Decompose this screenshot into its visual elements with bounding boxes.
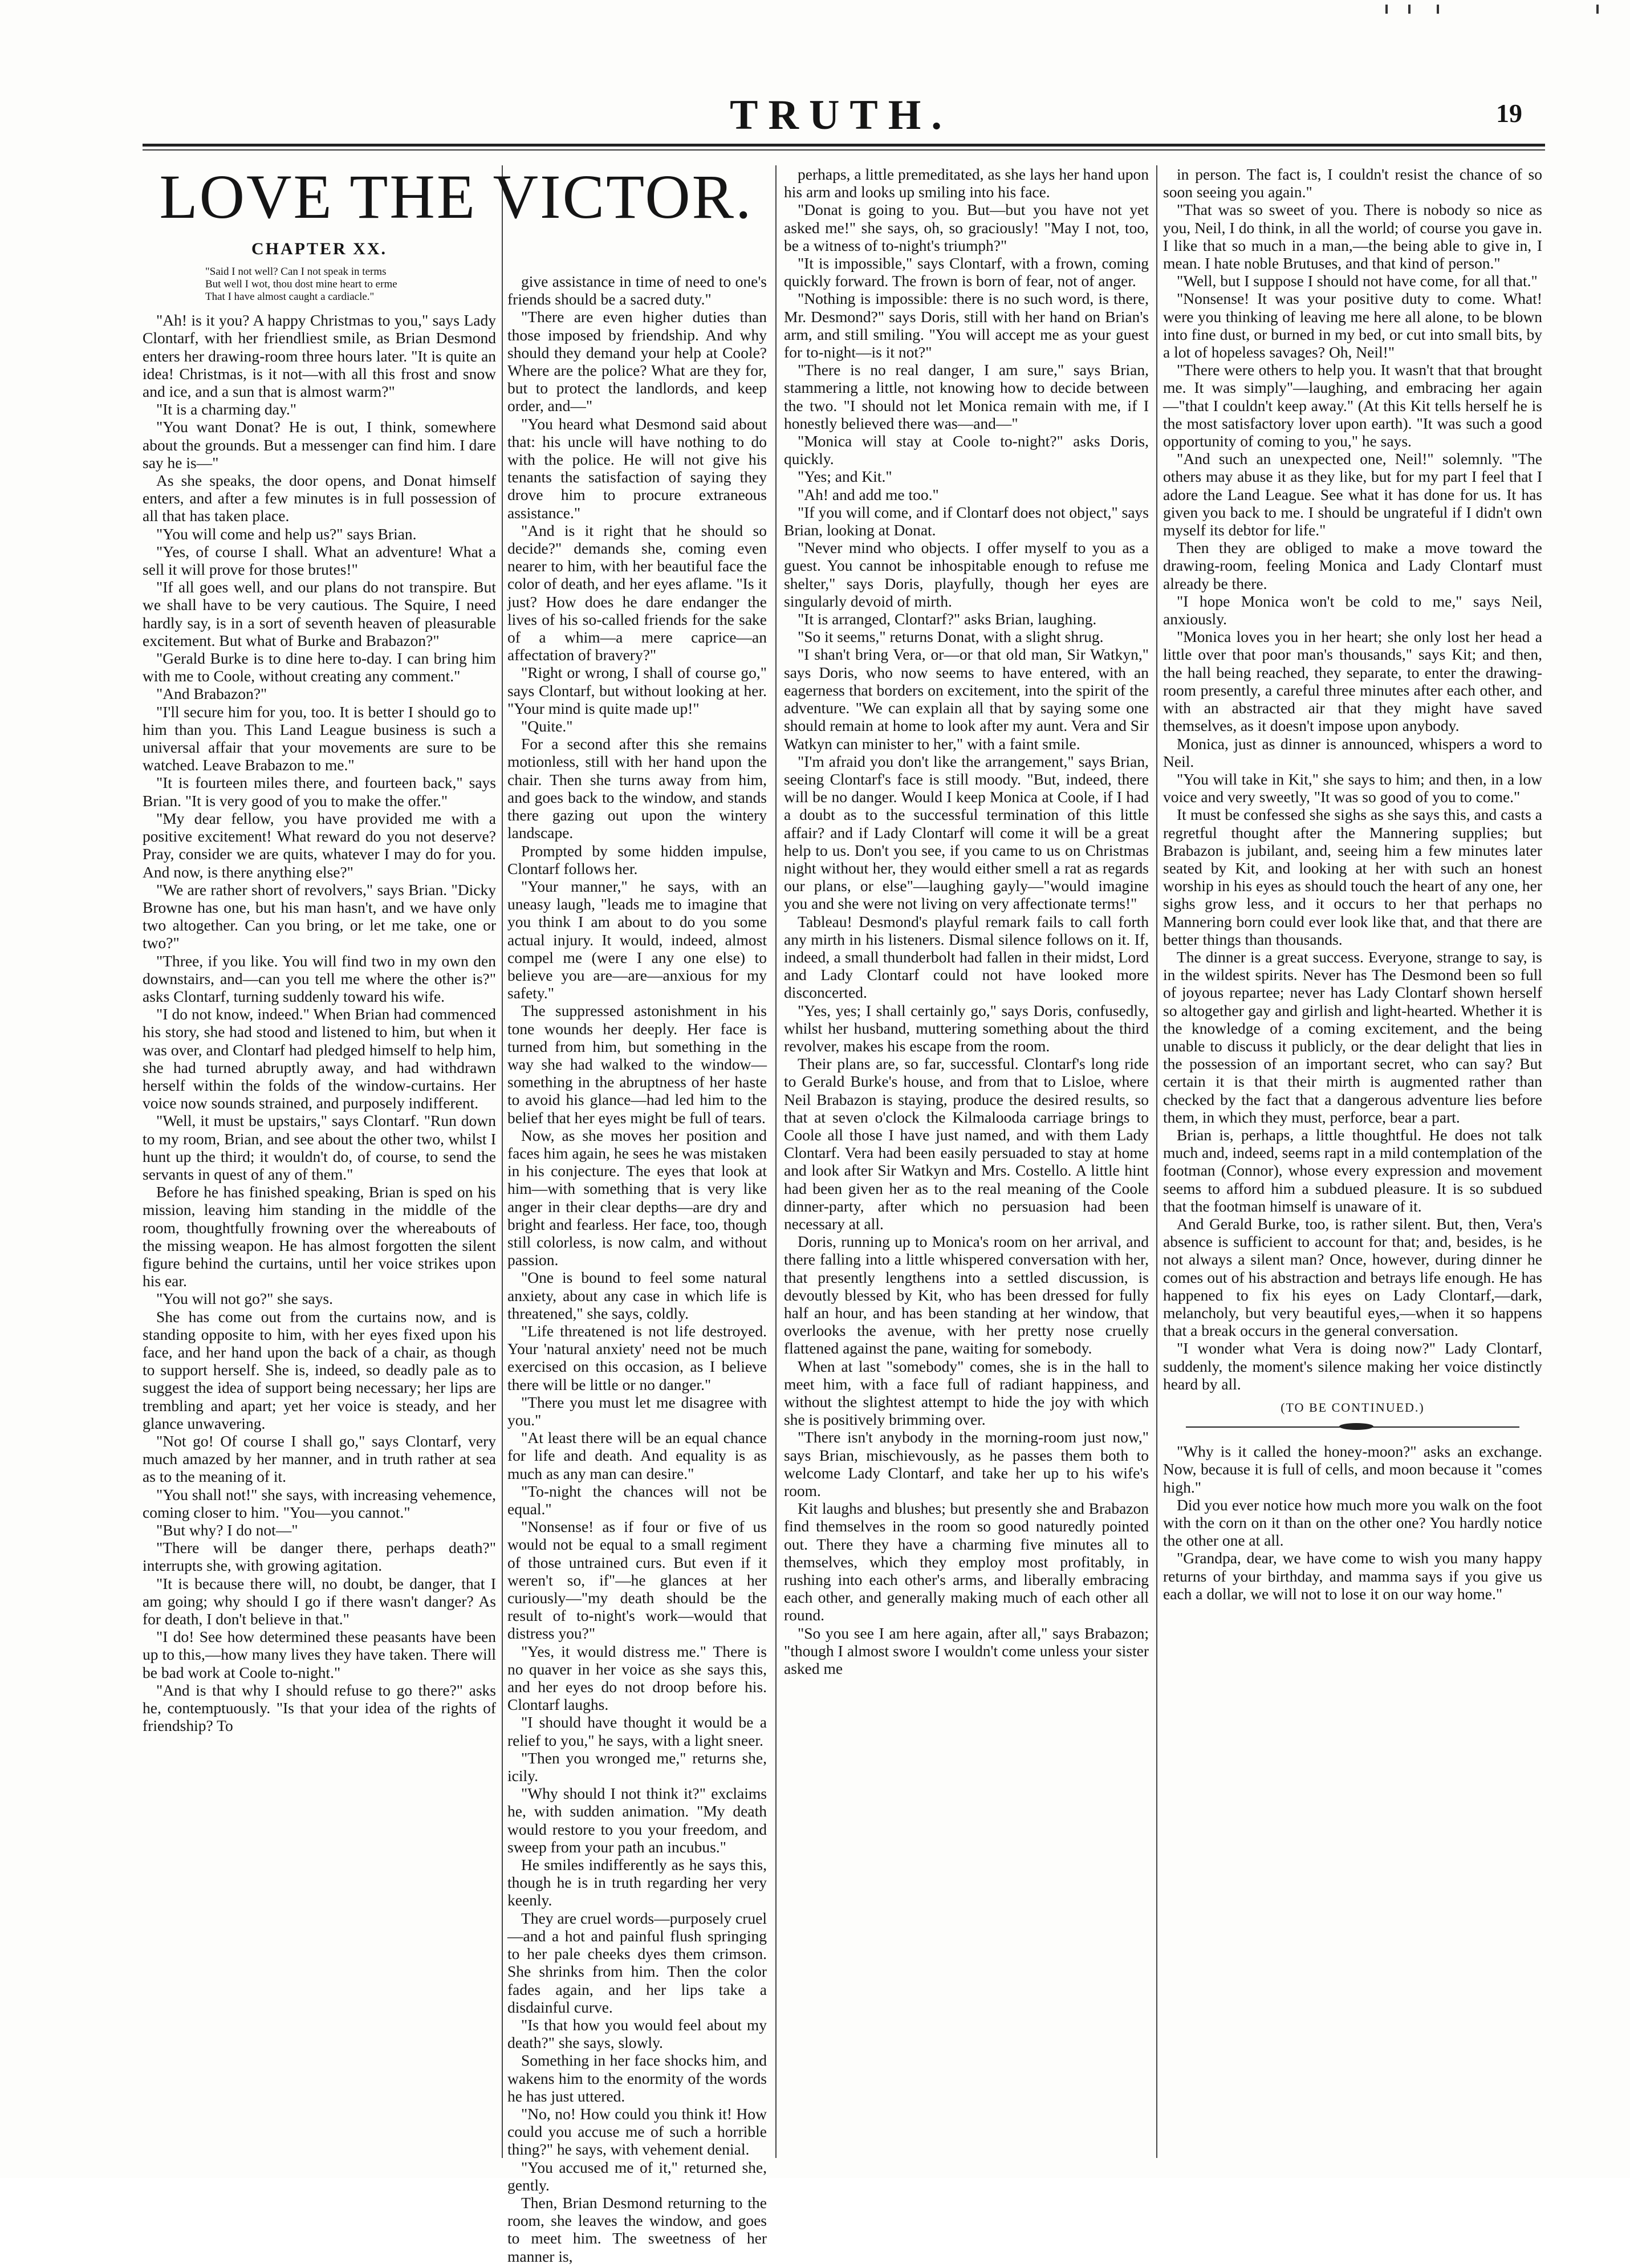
- paragraph: "I do! See how determined these peasants have been up to this,—how many lives they have taken. There will be bad work at Coole to-night.": [143, 1628, 496, 1681]
- paragraph: "There is no real danger, I am sure," says Brian, stammering a little, not knowing how to decide between the two. "I should not let Monica remain with me, if I honestly believed there was—and—": [784, 361, 1149, 432]
- paragraph: Doris, running up to Monica's room on her arrival, and there falling into a little whispered conversation with her, that presently lengthens into a settled discussion, is devoutly blessed by Kit, who has been dressed for fully half an hour, and has been standing at her window, that overlooks the avenue, with her pretty nose cruelly flattened against the pane, waiting for somebody.: [784, 1233, 1149, 1357]
- paragraph: "You want Donat? He is out, I think, somewhere about the grounds. But a messenger can find him. I dare say he is—": [143, 418, 496, 472]
- paragraph: She has come out from the curtains now, and is standing opposite to him, with her eyes fixed upon his face, and her hand upon the back of a chair, as though to support herself. She is, indeed, so deadly pale as to suggest the idea of support being necessary; her lips are trembling and apart; yet her voice is steady, and her glance unwavering.: [143, 1307, 496, 1432]
- paragraph: "There will be danger there, perhaps death?" interrupts she, with growing agitation.: [143, 1539, 496, 1575]
- column-divider: [775, 165, 777, 2158]
- paragraph: "Quite.": [521, 717, 573, 735]
- paragraph: give assistance in time of need to one's friends should be a sacred duty.": [507, 273, 767, 308]
- paragraph: "It is a charming day.": [156, 400, 296, 418]
- paragraph: "So you see I am here again, after all," says Brabazon; "though I almost swore I wouldn't come unless your sister asked me: [784, 1624, 1149, 1678]
- paragraph: "We are rather short of revolvers," says Brian. "Dicky Browne has one, but his man hasn't, and we have only two altogether. Can you bring, or let me take, one or two?": [143, 880, 496, 952]
- paragraph: in person. The fact is, I couldn't resist the chance of so soon seeing you again.": [1163, 165, 1542, 201]
- paragraph: "And is that why I should refuse to go there?" asks he, contemptuously. "Is that your idea of the rights of friendship? To: [143, 1681, 496, 1735]
- paragraph: When at last "somebody" comes, she is in the hall to meet him, with a face full of radiant happiness, and without the slightest attempt to hide the joy with which she is positively brimming over.: [784, 1357, 1149, 1429]
- paragraph: It must be confessed she sighs as she says this, and casts a regretful thought after the Mannering supplies; but Brabazon is jubilant, and, seeing him a few minutes later seated by Kit, and looking at her with such an honest worship in his eyes as should touch the heart of any one, her sighs grow less, and it occurs to her that perhaps no Mannering born could ever look like that, and that there are better things than thousands.: [1163, 806, 1542, 948]
- paragraph: "Yes, of course I shall. What an adventure! What a sell it will prove for those brutes!": [143, 542, 496, 579]
- paragraph: "Monica will stay at Coole to-night?" asks Doris, quickly.: [784, 432, 1149, 468]
- paragraph: "Is that how you would feel about my death?" she says, slowly.: [507, 2015, 767, 2052]
- paragraph: "Three, if you like. You will find two in my own den downstairs, and—can you tell me where the other is?" asks Clontarf, turning suddenly toward his wife.: [143, 952, 496, 1005]
- paragraph: "Nonsense! as if four or five of us would not be equal to a small regiment of those untrained curs. But even if it weren't so, if"—he glances at her curiously—"my death should be the result of to-night's work—would that distress you?": [507, 1518, 767, 1643]
- print-mark: [1408, 5, 1411, 14]
- paragraph: "Donat is going to you. But—but you have not yet asked me!" she says, oh, so graciously! "May I not, too, be a witness of to-night's triumph?": [784, 201, 1149, 254]
- paragraph: "That was so sweet of you. There is nobody so nice as you, Neil, I do think, in all the world; of course you gave in. I like that so much in a man,—the being able to give in, I mean. I hate noble Brutuses, and that kind of person.": [1163, 201, 1542, 273]
- paragraph: "But why? I do not—": [156, 1521, 298, 1539]
- column-2: [507, 273, 767, 2268]
- paragraph: "Yes, yes; I shall certainly go," says Doris, confusedly, whilst her husband, muttering something about the third revolver, makes his escape from the room.: [784, 1001, 1149, 1055]
- paragraph: "You accused me of it," returned she, gently.: [507, 2158, 767, 2194]
- paragraph: "Life threatened is not life destroyed. Your 'natural anxiety' need not be much exercised on this occasion, as I believe there will be little or no danger.": [507, 1322, 767, 1393]
- column-1: [143, 237, 496, 2232]
- masthead-title: TRUTH.: [730, 92, 952, 139]
- paragraph: "I wonder what Vera is doing now?" Lady Clontarf, suddenly, the moment's silence making her voice distinctly heard by all.: [1163, 1339, 1542, 1393]
- column-divider: [502, 165, 503, 2158]
- paragraph: "You heard what Desmond said about that: his uncle will have nothing to do with the police. He will not give his tenants the satisfaction of saying they drove him to procure extraneous assistance.": [507, 414, 767, 522]
- paragraph: "If all goes well, and our plans do not transpire. But we shall have to be very cautious. The Squire, I need hardly say, is in a sort of seventh heaven of pleasurable excitement. But what of Burke and Brabazon?": [143, 578, 496, 649]
- paragraph: "It is arranged, Clontarf?" asks Brian, laughing.: [798, 610, 1097, 628]
- print-mark: [1437, 5, 1439, 14]
- continued-notice: (TO BE CONTINUED.): [1281, 1400, 1425, 1415]
- paragraph: "Yes, it would distress me." There is no quaver in her voice as she says this, and her eyes do not droop before his. Clontarf laughs.: [507, 1642, 767, 1714]
- paragraph: "Monica loves you in her heart; she only lost her head a little over that poor man's thousands," says Kit; and then, the hall being reached, they separate, to enter the drawing-room presently, a careful three minutes after each other, and with an abstracted air that they might have saved themselves, as it doesn't impose upon anybody.: [1163, 628, 1542, 735]
- paragraph: "Well, it must be upstairs," says Clontarf. "Run down to my room, Brian, and see about the other two, whilst I hunt up the third; it wouldn't do, of course, to send the servants in quest of any of them.": [143, 1112, 496, 1183]
- paragraph: Prompted by some hidden impulse, Clontarf follows her.: [507, 842, 767, 877]
- paragraph: "I hope Monica won't be cold to me," says Neil, anxiously.: [1163, 592, 1542, 628]
- masthead-rule-thin: [143, 149, 1545, 151]
- epigraph: [205, 266, 496, 303]
- paragraph: "Then you wronged me," returns she, icily.: [507, 1749, 767, 1785]
- paragraph: "At least there will be an equal chance for life and death. And equality is as much as any man can desire.": [507, 1429, 767, 1482]
- paragraph: "Your manner," he says, with an uneasy laugh, "leads me to imagine that you think I am about to do you some actual injury. It would, indeed, almost compel me (were I any one else) to believe you are—are—anxious for my safety.": [507, 877, 767, 1002]
- paragraph: Before he has finished speaking, Brian is sped on his mission, leaving him standing in the middle of the room, thoughtfully frowning over the whereabouts of the missing weapon. He has almost forgotten the silent figure behind the curtains, until her voice strikes upon his ear.: [143, 1183, 496, 1290]
- paragraph: "Right or wrong, I shall of course go," says Clontarf, but without looking at her. "Your mind is quite made up!": [507, 664, 767, 717]
- paragraph: "Ah! and add me too.": [798, 485, 939, 503]
- paragraph: "There are even higher duties than those imposed by friendship. And why should they demand your help at Coole? Where are the police? What are they for, but to protect the landlords, and keep order, and—": [507, 308, 767, 415]
- paragraph: Kit laughs and blushes; but presently she and Brabazon find themselves in the room so good naturedly pointed out. There they have a charming five minutes all to themselves, which they employ most profitably, in rushing into each other's arms, and liberally embracing each other, and generally making much of each other all round.: [784, 1499, 1149, 1624]
- joke-paragraph: "Grandpa, dear, we have come to wish you many happy returns of your birthday, and mamma says if you give us each a dollar, we will not to lose it on our way home.": [1163, 1549, 1542, 1603]
- paragraph: "No, no! How could you think it! How could you accuse me of such a horrible thing?" he says, with vehement denial.: [507, 2104, 767, 2159]
- paragraph: "And such an unexpected one, Neil!" solemnly. "The others may abuse it as they like, but for my part I feel that I adore the Land League. See what it has done for us. It has given you back to me. I should be ungrateful if I didn't own myself its debtor for life.": [1163, 450, 1542, 539]
- paragraph: "Gerald Burke is to dine here to-day. I can bring him with me to Coole, without creating any comment.": [143, 649, 496, 685]
- paragraph: "Nonsense! It was your positive duty to come. What! were you thinking of leaving me here all alone, to be blown into fine dust, or burned in my bed, or cut into small bits, by a lot of hopeless savages? Oh, Neil!": [1163, 290, 1542, 361]
- paragraph: And Gerald Burke, too, is rather silent. But, then, Vera's absence is sufficient to account for that; and, besides, is he not always a silent man? Once, however, during dinner he comes out of his abstraction and betrays life enough. He has happened to fix his eyes on Lady Clontarf,—dark, melancholy, but very beautiful eyes,—when it so happens that a break occurs in the general conversation.: [1163, 1214, 1542, 1340]
- paragraph: The dinner is a great success. Everyone, strange to say, is in the wildest spirits. Never has The Desmond been so full of joyous repartee; never has Lady Clontarf shown herself so altogether gay and girlish and light-hearted. Whether it is the knowledge of a coming excitement, and the being unable to discuss it publicly, or the dear delight that lies in the possession of an important secret, who can say? But certain it is that their mirth is augmented rather than checked by the fact that a dangerous adventure lies before them, in which they must, perforce, bear a part.: [1163, 948, 1542, 1126]
- paragraph: "Not go! Of course I shall go," says Clontarf, very much amazed by her manner, and in truth rather at sea as to the meaning of it.: [143, 1432, 496, 1486]
- paragraph: Then they are obliged to make a move toward the drawing-room, feeling Monica and Lady Clontarf must already be there.: [1163, 539, 1542, 592]
- print-mark: [1596, 5, 1599, 14]
- paragraph: "So it seems," returns Donat, with a slight shrug.: [798, 628, 1104, 646]
- paragraph: Then, Brian Desmond returning to the room, she leaves the window, and goes to meet him. The sweetness of her manner is,: [507, 2193, 767, 2265]
- paragraph: "Why should I not think it?" exclaims he, with sudden animation. "My death would restore to you your freedom, and sweep from your path an incubus.": [507, 1785, 767, 1856]
- column-divider: [1156, 165, 1157, 2158]
- paragraph: "To-night the chances will not be equal.": [507, 1482, 767, 1518]
- paragraph: "My dear fellow, you have provided me with a positive excitement! What reward do you not deserve? Pray, consider we are quits, whatever I may do for you. And now, is there anything else?": [143, 809, 496, 881]
- paragraph: "There were others to help you. It wasn't that that brought me. It was simply"—laughing, and embracing her again—"that I couldn't keep away." (At this Kit tells herself he is the most satisfactory lover upon earth). "It was such a good opportunity of coming to you," he says.: [1163, 361, 1542, 450]
- paragraph: "And is it right that he should so decide?" demands she, coming even nearer to him, with her beautiful face the color of death, and her eyes aflame. "Is it just? How does he dare endanger the lives of his so-called friends for the sake of a whim—a mere caprice—an affectation of bravery?": [507, 521, 767, 664]
- joke-paragraph: Did you ever notice how much more you walk on the foot with the corn on it than on the other one? You hardly notice the other one at all.: [1163, 1495, 1542, 1550]
- paragraph: Brian is, perhaps, a little thoughtful. He does not talk much and, indeed, seems rapt in a mild contemplation of the footman (Connor), whose every expression and movement seems to afford him a subdued pleasure. It is so subdued that the footman himself is unaware of it.: [1163, 1125, 1542, 1215]
- paragraph: "Never mind who objects. I offer myself to you as a guest. You cannot be inhospitable enough to refuse me shelter," says Doris, playfully, though her eyes are singularly devoid of mirth.: [784, 539, 1149, 610]
- paragraph: "I should have thought it would be a relief to you," he says, with a light sneer.: [507, 1713, 767, 1749]
- story-title: LOVE THE VICTOR.: [159, 162, 753, 231]
- epigraph-line: "Said I not well? Can I not speak in terms: [205, 266, 387, 278]
- paragraph: perhaps, a little premeditated, as she lays her hand upon his arm and looks up smiling into his face.: [784, 165, 1149, 201]
- paragraph: As she speaks, the door opens, and Donat himself enters, and after a few minutes is in full possession of all that has taken place.: [143, 472, 496, 525]
- paragraph: Monica, just as dinner is announced, whispers a word to Neil.: [1163, 734, 1542, 770]
- paragraph: "You will come and help us?" says Brian.: [156, 525, 417, 543]
- epigraph-line: But well I wot, thou dost mine heart to erme: [205, 278, 397, 291]
- paragraph: "Nothing is impossible: there is no such word, is there, Mr. Desmond?" says Doris, still with her hand on Brian's arm, and still smiling. "You will accept me as your guest for to-night—is it not?": [784, 290, 1149, 361]
- paragraph: "There isn't anybody in the morning-room just now," says Brian, mischievously, as he passes them both to welcome Lady Clontarf, and take her up to his wife's room.: [784, 1428, 1149, 1500]
- paragraph: Their plans are, so far, successful. Clontarf's long ride to Gerald Burke's house, and from that to Lisloe, where Neil Brabazon is staying, produce the desired results, so that at seven o'clock the Kilmalooda carriage brings to Coole all those I have just named, and with them Lady Clontarf. Vera had been easily persuaded to stay at home and look after Sir Watkyn and Mrs. Costello. A little hint had been given her as to the real meaning of the Coole dinner-party, after which no persuasion had been necessary at all.: [784, 1055, 1149, 1233]
- paragraph: "If you will come, and if Clontarf does not object," says Brian, looking at Donat.: [784, 503, 1149, 539]
- paragraph: "I'm afraid you don't like the arrangement," says Brian, seeing Clontarf's face is still moody. "But, indeed, there will be no danger. Would I keep Monica at Coole, if I had a doubt as to the successful termination of this little affair? and if Lady Clontarf will come it will be a great help to us. Don't you see, if you came to us on Christmas night without her, they would either smell a rat as regards our plans, or else"—laughing gayly—"would imagine you and she were not living on very affectionate terms!": [784, 752, 1149, 913]
- paragraph: "There you must let me disagree with you.": [507, 1393, 767, 1429]
- paragraph: He smiles indifferently as he says this, though he is in truth regarding her very keenly.: [507, 1856, 767, 1909]
- print-mark: [1385, 5, 1388, 14]
- paragraph: "Yes; and Kit.": [798, 468, 892, 486]
- page-number: 19: [1496, 99, 1522, 128]
- paragraph: For a second after this she remains motionless, still with her hand upon the chair. Then she turns away from him, and goes back to the window, and stands there gazing out upon the wintery landscape.: [507, 735, 767, 842]
- paragraph: "You shall not!" she says, with increasing vehemence, coming closer to him. "You—you cannot.": [143, 1485, 496, 1521]
- column-3: [784, 165, 1149, 2161]
- masthead-rule: [143, 144, 1545, 147]
- paragraph: "It is because there will, no doubt, be danger, that I am going; why should I go if there wasn't danger? As for death, I don't believe in that.": [143, 1574, 496, 1628]
- paragraph: Now, as she moves her position and faces him again, he sees he was mistaken in his conjecture. The eyes that look at him—with something that is very like anger in their clear depths—are dry and bright and fearless. Her face, too, though still colorless, is now calm, and without passion.: [507, 1126, 767, 1269]
- paragraph: "One is bound to feel some natural anxiety, about any case in which life is threatened," she says, coldly.: [507, 1269, 767, 1322]
- paragraph: "I do not know, indeed." When Brian had commenced his story, she had stood and listened to him, but when it was over, and Clontarf had pledged himself to help him, she had turned abruptly away, and had withdrawn herself within the folds of the window-curtains. Her voice now sounds strained, and purposely indifferent.: [143, 1005, 496, 1112]
- paragraph: "And Brabazon?": [156, 685, 267, 703]
- paragraph: The suppressed astonishment in his tone wounds her deeply. Her face is turned from him, but something in the way she had walked to the window—something in the abruptness of her haste to avoid his glance—had led him to the belief that her eyes might be full of tears.: [507, 1002, 767, 1127]
- paragraph: Something in her face shocks him, and wakens him to the enormity of the words he has just uttered.: [507, 2051, 767, 2105]
- paragraph: "You will take in Kit," she says to him; and then, in a low voice and very sweetly, "It was so good of you to come.": [1163, 770, 1542, 806]
- paragraph: "It is impossible," says Clontarf, with a frown, coming quickly forward. The frown is born of fear, not of anger.: [784, 254, 1149, 290]
- chapter-heading: CHAPTER XX.: [251, 239, 387, 258]
- epigraph-line: That I have almost caught a cardiacle.": [205, 291, 375, 303]
- paragraph: "You will not go?" she says.: [156, 1290, 333, 1308]
- paragraph: They are cruel words—purposely cruel—and a hot and painful flush springing to her pale cheeks dyes them crimson. She shrinks from him. Then the color fades again, and her lips take a disdainful curve.: [507, 1909, 767, 2016]
- paragraph: "Ah! is it you? A happy Christmas to you," says Lady Clontarf, with her friendliest smile, as Brian Desmond enters her drawing-room three hours later. "It is quite an idea! Christmas, is it not—with all this frost and snow and ice, and a sun that is almost warm?": [143, 311, 496, 401]
- paragraph: "I shan't bring Vera, or—or that old man, Sir Watkyn," says Doris, who now seems to have entered, with an eagerness that borders on excitement, into the spirit of the adventure. "We can explain all that by saying some one should remain at home to look after my aunt. Vera and Sir Watkyn can minister to her," with a faint smile.: [784, 645, 1149, 753]
- joke-paragraph: "Why is it called the honey-moon?" asks an exchange. Now, because it is full of cells, and moon because it "comes high.": [1163, 1442, 1542, 1496]
- paragraph: Tableau! Desmond's playful remark fails to call forth any mirth in his listeners. Dismal silence follows on it. If, indeed, a small thunderbolt had fallen in their midst, Lord and Lady Clontarf could not have looked more disconcerted.: [784, 912, 1149, 1002]
- ornament-divider: [1186, 1421, 1519, 1433]
- column-4: [1163, 165, 1542, 2161]
- paragraph: "I'll secure him for you, too. It is better I should go to him than you. This Land League business is such a universal affair that your movements are sure to be watched. Leave Brabazon to me.": [143, 702, 496, 774]
- paragraph: "Well, but I suppose I should not have come, for all that.": [1177, 272, 1538, 290]
- paragraph: "It is fourteen miles there, and fourteen back," says Brian. "It is very good of you to make the offer.": [143, 774, 496, 810]
